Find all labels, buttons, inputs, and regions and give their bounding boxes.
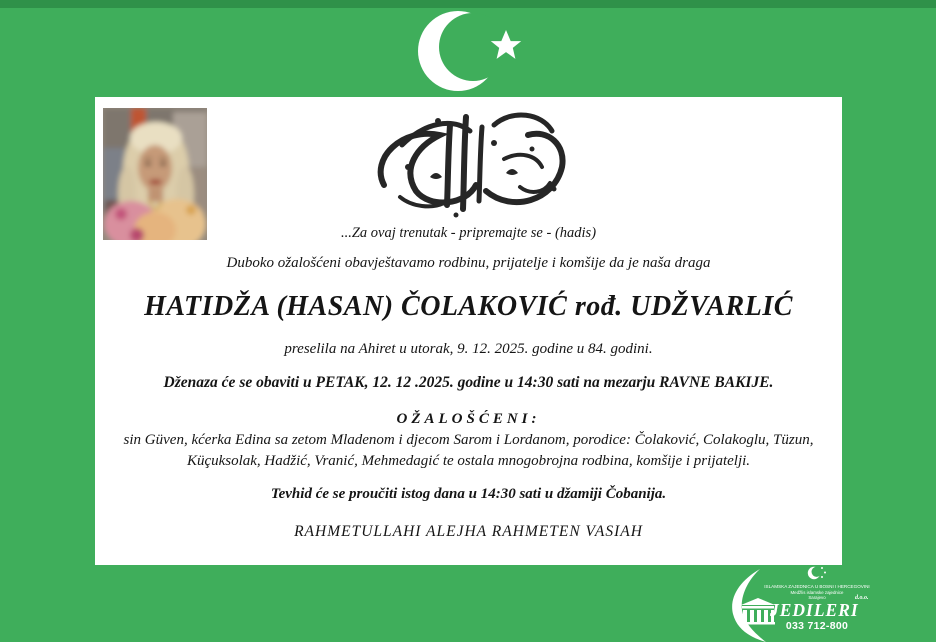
logo-org-line3: Sarajevo (808, 595, 826, 600)
mourners-line2: Küçuksolak, Hadžić, Vranić, Mehmedagić te ostala mnogobrojna rodbina, komšije i prijatelji. (186, 453, 751, 469)
deceased-photo (103, 108, 207, 240)
closing-prayer-line: RAHMETULLAHI ALEJHA RAHMETEN VASIAH (294, 523, 643, 540)
tevhid-line: Tevhid će se proučiti istog dana u 14:30 sati u džamiji Čobanija. (270, 486, 667, 502)
deceased-name: HATIDŽA (HASAN) ČOLAKOVIĆ rođ. UDŽVARLIĆ (144, 291, 793, 322)
logo-company-name: JEDILERI (770, 600, 859, 620)
mourners-line1: sin Güven, kćerka Edina sa zetom Mladenom i djecom Sarom i Lordanom, porodice: Čolaković, Colakoglu, Tüzun, (123, 432, 814, 448)
logo-org-line1: ISLAMSKA ZAJEDNICA U BOSNI I HERCEGOVINI (764, 584, 870, 589)
portrait-image (103, 108, 207, 240)
intro-line: Duboko ožalošćeni obavještavamo rodbinu, prijatelje i komšije da je naša draga (226, 255, 711, 271)
obituary-card (95, 97, 842, 565)
small-crescent-stars-icon (808, 567, 826, 580)
death-line: preselila na Ahiret u utorak, 9. 12. 2025. godine u 84. godini. (284, 341, 653, 357)
hadis-line: ...Za ovaj trenutak - pripremajte se - (hadis) (340, 225, 597, 241)
logo-company-suffix: d.o.o. (855, 595, 869, 601)
jedileri-logo (722, 564, 892, 642)
mourners-heading: OŽALOŠĆENI: (396, 411, 541, 427)
arabic-calligraphy (344, 103, 594, 223)
funeral-line: Dženaza će se obaviti u PETAK, 12. 12 .2025. godine u 14:30 sati na mezarju RAVNE BAKIJE. (163, 374, 774, 391)
crescent-star-icon (388, 4, 548, 96)
logo-phone-number: 033 712-800 (785, 620, 849, 632)
logo-org-line2: Medžlis islamske zajednice (790, 590, 844, 595)
